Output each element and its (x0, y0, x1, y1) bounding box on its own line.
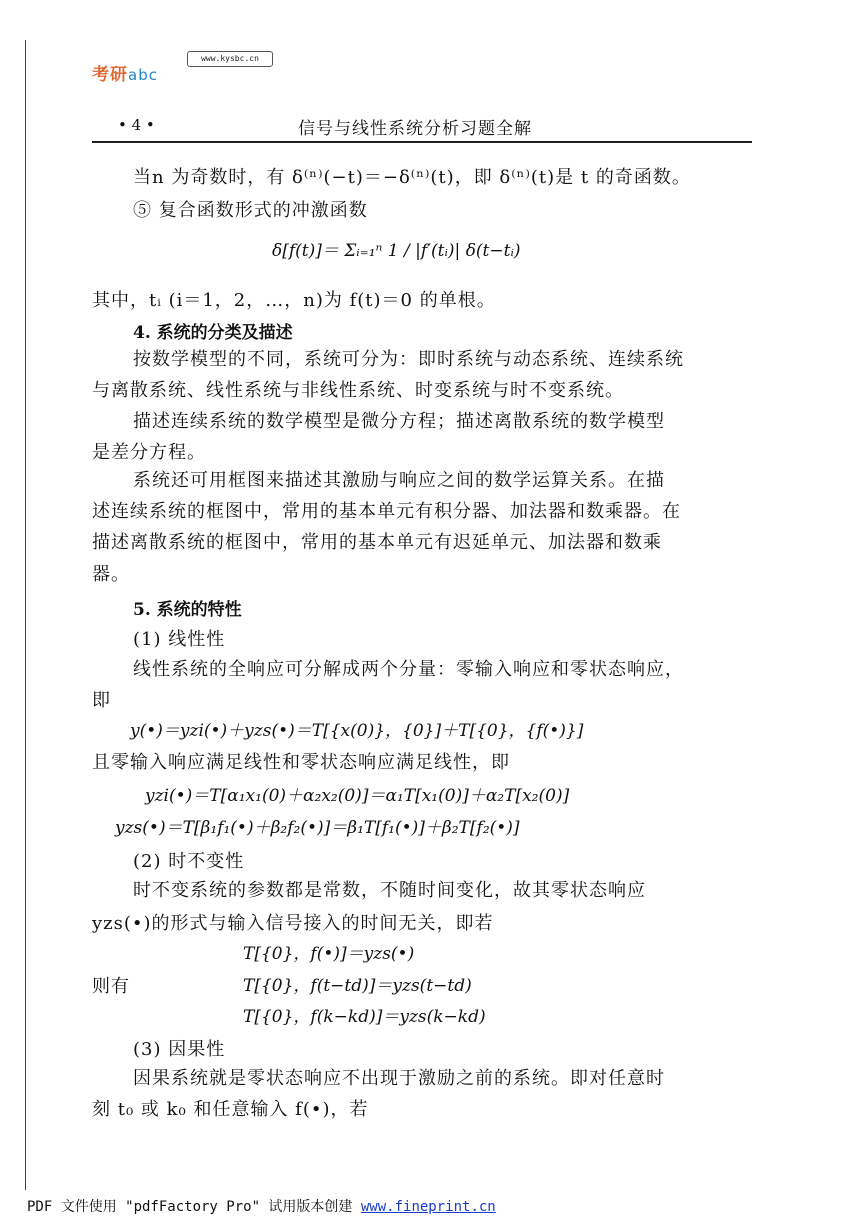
fineprint-link[interactable]: www.fineprint.cn (360, 1199, 496, 1215)
text-line: 当n 为奇数时，有 δ⁽ⁿ⁾(−t)＝−δ⁽ⁿ⁾(t)，即 δ⁽ⁿ⁾(t)是 t 的奇函数。 (133, 167, 691, 188)
text-line: 则有 (92, 976, 130, 997)
text-line: 描述离散系统的框图中，常用的基本单元有迟延单元、加法器和数乘 (92, 532, 662, 553)
text-line: ⑤ 复合函数形式的冲激函数 (133, 200, 368, 221)
formula-time-invariance-3: T[{0}，f(k−kd)]＝yzs(k−kd) (243, 1007, 486, 1027)
pdf-footer: PDF 文件使用 "pdfFactory Pro" 试用版本创建 www.fineprint.cn (27, 1199, 496, 1215)
formula-zero-input-linearity: yzi(•)＝T[α₁x₁(0)＋α₂x₂(0)]＝α₁T[x₁(0)]＋α₂T[x₂(0)] (145, 786, 570, 806)
kaoyan-logo: 考研abc (92, 65, 158, 85)
logo-url-badge: www.kysbc.cn (187, 51, 273, 67)
section-heading: 5. 系统的特性 (133, 600, 242, 620)
formula-zero-state-linearity: yzs(•)＝T[β₁f₁(•)＋β₂f₂(•)]＝β₁T[f₁(•)]＋β₂T[f₂(•)] (115, 818, 520, 838)
text-line: 即 (92, 690, 111, 711)
text-line: 述连续系统的框图中，常用的基本单元有积分器、加法器和数乘器。在 (92, 501, 681, 522)
subsection-heading: (3) 因果性 (133, 1039, 226, 1060)
formula-time-invariance-2: T[{0}，f(t−td)]＝yzs(t−td) (243, 976, 472, 996)
text-line: 线性系统的全响应可分解成两个分量：零输入响应和零状态响应， (133, 659, 684, 680)
formula-composite-impulse: δ[f(t)]＝ Σᵢ₌₁ⁿ 1 / |f′(tᵢ)| δ(t−tᵢ) (272, 241, 521, 261)
text-line: 其中，tᵢ (i＝1，2，…，n)为 f(t)＝0 的单根。 (92, 290, 496, 311)
subsection-heading: (2) 时不变性 (133, 851, 245, 872)
text-line: 是差分方程。 (92, 442, 206, 463)
section-heading: 4. 系统的分类及描述 (133, 323, 293, 343)
subsection-heading: (1) 线性性 (133, 629, 226, 650)
text-line: 系统还可用框图来描述其激励与响应之间的数学运算关系。在描 (133, 470, 665, 491)
text-line: 描述连续系统的数学模型是微分方程；描述离散系统的数学模型 (133, 411, 665, 432)
header-rule (92, 141, 752, 143)
text-line: 且零输入响应满足线性和零状态响应满足线性，即 (92, 752, 510, 773)
formula-time-invariance-1: T[{0}，f(•)]＝yzs(•) (243, 944, 415, 964)
text-line: 按数学模型的不同，系统可分为：即时系统与动态系统、连续系统 (133, 349, 684, 370)
page-number: • 4 • (118, 116, 155, 134)
text-line: 时不变系统的参数都是常数，不随时间变化，故其零状态响应 (133, 880, 646, 901)
running-title: 信号与线性系统分析习题全解 (298, 119, 532, 139)
text-line: 因果系统就是零状态响应不出现于激励之前的系统。即对任意时 (133, 1068, 665, 1089)
formula-full-response: y(•)＝yzi(•)＋yzs(•)＝T[{x(0)}，{0}]＋T[{0}，{f(•)}] (130, 721, 584, 741)
text-line: 刻 t₀ 或 k₀ 和任意输入 f(•)，若 (92, 1099, 369, 1120)
text-line: 器。 (92, 564, 130, 585)
page-left-border (25, 40, 26, 1190)
text-line: 与离散系统、线性系统与非线性系统、时变系统与时不变系统。 (92, 380, 624, 401)
text-line: yzs(•)的形式与输入信号接入的时间无关，即若 (92, 913, 494, 934)
